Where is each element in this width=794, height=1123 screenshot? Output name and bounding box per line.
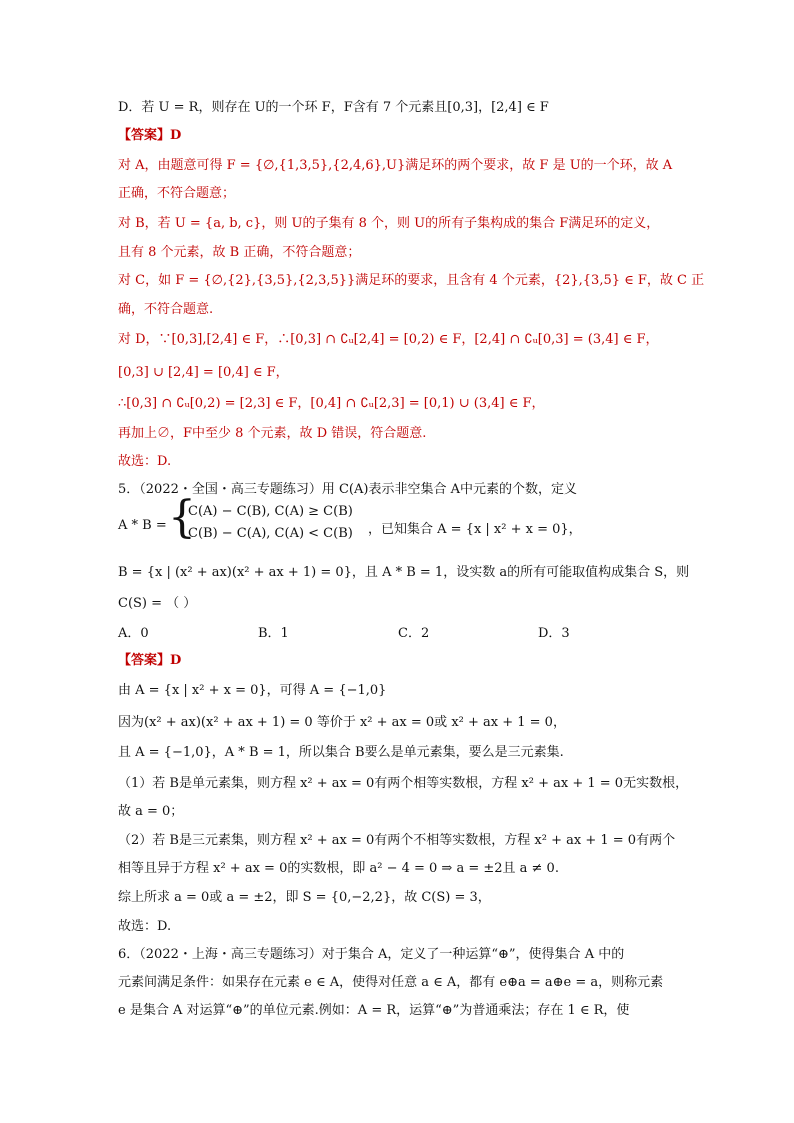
solution-line: 对 B，若 U = {a, b, c}，则 U的子集有 8 个，则 U的所有子集构成的集合 F满足环的定义， — [118, 216, 660, 231]
question-5-stem: B = {x | (x² + ax)(x² + ax + 1) = 0}，且 A * B = 1，设实数 a的所有可能取值构成集合 S，则 — [118, 565, 690, 580]
solution-line: 相等且异于方程 x² + ax = 0的实数根，即 a² − 4 = 0 ⇒ a = ±2且 a ≠ 0. — [118, 861, 559, 876]
solution-line: 确，不符合题意. — [118, 302, 214, 317]
answer-label: 【答案】D — [118, 653, 182, 668]
option-c: C．2 — [398, 626, 430, 641]
solution-line: 再加上∅，F中至少 8 个元素，故 D 错误，符合题意. — [118, 426, 427, 441]
question-6-stem: 元素间满足条件：如果存在元素 e ∈ A，使得对任意 a ∈ A，都有 e⊕a = a⊕e = a，则称元素 — [118, 975, 664, 990]
solution-line: 对 D，∵[0,3],[2,4] ∈ F，∴[0,3] ∩ ∁ᵤ[2,4] = [0,2) ∈ F，[2,4] ∩ ∁ᵤ[0,3] = (3,4] ∈ F， — [118, 332, 659, 347]
solution-line: 正确，不符合题意； — [118, 186, 236, 201]
solution-line: 对 C，如 F = {∅,{2},{3,5},{2,3,5}}满足环的要求，且含有 4 个元素，{2},{3,5} ∈ F，故 C 正 — [118, 273, 705, 288]
conclusion-line: 故选：D. — [118, 919, 172, 934]
option-a: A．0 — [118, 626, 149, 641]
brace-symbol: { — [168, 492, 196, 543]
solution-line: 且 A = {−1,0}，A * B = 1，所以集合 B要么是单元素集，要么是三元素集. — [118, 745, 564, 760]
solution-line: 且有 8 个元素，故 B 正确，不符合题意； — [118, 245, 361, 260]
question-6-stem: e 是集合 A 对运算“⊕”的单位元素.例如：A = R，运算“⊕”为普通乘法；存在 1 ∈ R，使 — [118, 1003, 630, 1018]
option-b: B．1 — [258, 626, 289, 641]
solution-line: ∴[0,3] ∩ ∁ᵤ[0,2) = [2,3] ∈ F，[0,4] ∩ ∁ᵤ[2,3] = [0,1) ∪ (3,4] ∈ F， — [118, 396, 545, 411]
option-d: D．3 — [538, 626, 570, 641]
solution-line: 由 A = {x | x² + x = 0}，可得 A = {−1,0} — [118, 683, 387, 698]
definition-rhs: ，已知集合 A = {x | x² + x = 0}， — [368, 522, 582, 537]
solution-line: （1）若 B是单元素集，则方程 x² + ax = 0有两个相等实数根，方程 x² + ax + 1 = 0无实数根， — [118, 776, 689, 791]
question-5-stem: 5．（2022・全国・高三专题练习）用 C(A)表示非空集合 A中元素的个数，定义 — [118, 482, 577, 497]
solution-line: （2）若 B是三元素集，则方程 x² + ax = 0有两个不相等实数根，方程 x² + ax + 1 = 0有两个 — [118, 833, 676, 848]
definition-case-2: C(B) − C(A), C(A) < C(B) — [188, 526, 353, 541]
option-d-line: D．若 U = R，则存在 U的一个环 F，F含有 7 个元素且[0,3]，[2,4] ∈ F — [118, 100, 549, 115]
definition-case-1: C(A) − C(B), C(A) ≥ C(B) — [188, 504, 353, 519]
answer-options — [118, 625, 678, 643]
solution-line: 综上所求 a = 0或 a = ±2，即 S = {0,−2,2}，故 C(S) = 3， — [118, 890, 491, 905]
answer-label: 【答案】D — [118, 128, 182, 143]
solution-line: 故 a = 0； — [118, 804, 184, 819]
question-6-stem: 6．（2022・上海・高三专题练习）对于集合 A，定义了一种运算“⊕”，使得集合 A 中的 — [118, 947, 625, 962]
definition-lhs: A * B = — [118, 518, 167, 533]
solution-line: 因为(x² + ax)(x² + ax + 1) = 0 等价于 x² + ax = 0或 x² + ax + 1 = 0， — [118, 715, 566, 730]
solution-line: [0,3] ∪ [2,4] = [0,4] ∈ F， — [118, 365, 289, 380]
solution-line: 对 A，由题意可得 F = {∅,{1,3,5},{2,4,6},U}满足环的两个要求，故 F 是 U的一个环，故 A — [118, 158, 673, 173]
conclusion-line: 故选：D. — [118, 454, 172, 469]
question-5-blank: C(S) = （ ） — [118, 596, 197, 611]
